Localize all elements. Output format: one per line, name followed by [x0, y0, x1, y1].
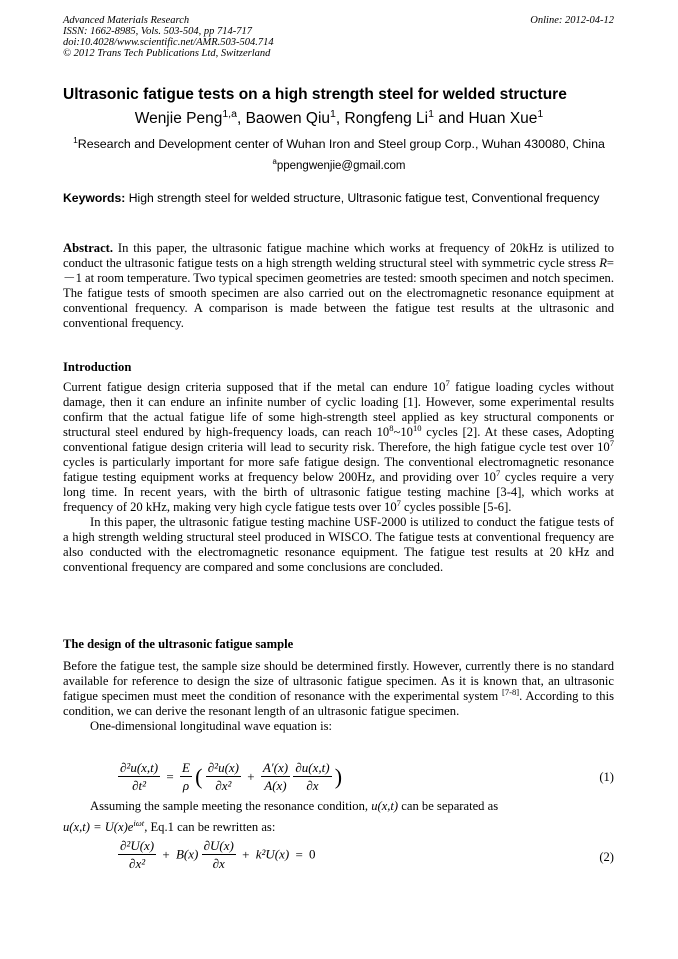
exponent: iωt	[133, 817, 145, 828]
denominator: A(x)	[264, 778, 287, 793]
author-affil-mark: 1	[537, 107, 544, 120]
abstract-text: In this paper, the ultrasonic fatigue machine which works at frequency of 20kHz is utilized to conduct the ultrasonic fatigue tests on a high strength welding structural steel with symmetric cycle stress	[63, 241, 614, 270]
exponent: 7	[609, 437, 614, 448]
intro-text: fatigue loading cycles without damage, then it can endure an infinite number of cyclic loading [1]. However, some experimental results confirm that the actual fatigue life of some high-strength steel applied as key structural components or structural steel endured by high-frequency loads, can reach 10	[63, 380, 614, 439]
intro-paragraph: In this paper, the ultrasonic fatigue testing machine USF-2000 is utilized to conduct the fatigue tests of a high strength welding structural steel produced in WISCO. The fatigue tests at conventional frequency are also conducted with the electromagnetic resonance equipment. The fatigue test results at 20 kHz and conventional frequency are compared and some conclusions are concluded.	[63, 515, 614, 574]
intro-text: cycles possible [5-6].	[400, 500, 512, 514]
inline-math: u(x,t) = U(x)e	[63, 820, 134, 834]
numerator: ∂U(x)	[203, 838, 234, 853]
author-affil-mark: 1,a	[222, 107, 237, 120]
equation-number: (2)	[599, 850, 614, 864]
journal-name: Advanced Materials Research	[63, 15, 190, 26]
intro-text: cycles [2]. At these cases, Adopting conventional fatigue design criteria will lead to security risk. Therefore, the high fatigue cycle test over 10	[63, 425, 614, 454]
right-paren: )	[334, 763, 343, 789]
fraction	[261, 760, 290, 793]
coefficient: B(x)	[175, 846, 199, 862]
left-paren: (	[195, 763, 203, 789]
author-list	[0, 109, 678, 129]
intro-heading: Introduction	[63, 360, 132, 374]
copyright-line: © 2012 Trans Tech Publications Ltd, Switzerland	[63, 48, 271, 59]
fraction	[180, 760, 192, 793]
design-heading: The design of the ultrasonic fatigue sample	[63, 637, 294, 651]
intro-section	[63, 377, 614, 575]
numerator: ∂²U(x)	[120, 838, 155, 853]
design-text: , Eq.1 can be rewritten as:	[144, 820, 276, 834]
keywords	[63, 191, 614, 207]
intro-text: ~10	[393, 425, 413, 439]
numerator: A′(x)	[262, 760, 289, 775]
author-name: Wenjie Peng	[134, 110, 223, 127]
keywords-text: High strength steel for welded structure, Ultrasonic fatigue test, Conventional frequency	[125, 191, 600, 205]
design-paragraph: One-dimensional longitudinal wave equation is:	[90, 719, 333, 733]
author-affil-mark: 1	[428, 107, 434, 120]
design-paragraph	[63, 817, 614, 835]
abstract-text: =－1 at room temperature. Two typical specimen geometries are tested: smooth specimen and notch specimen. The fatigue tests of smooth specimen are also carried out on the electromagnetic resonance equipment at conventional frequency. A comparison is made between the fatigue test results at the ultrasonic and conventional frequency.	[63, 256, 614, 330]
exponent: 8	[389, 422, 394, 433]
denominator: ρ	[182, 778, 190, 793]
denominator: ∂x	[306, 778, 319, 793]
author-separator: and	[433, 110, 469, 127]
author-affil-mark: 1	[330, 107, 336, 120]
design-text: can be separated as	[398, 799, 499, 813]
denominator: ∂t²	[132, 778, 147, 793]
exponent: 10	[412, 422, 422, 433]
author-separator: ,	[236, 110, 246, 127]
author-name: Huan Xue	[468, 110, 538, 127]
journal-header	[63, 15, 274, 59]
email-mark: a	[272, 157, 277, 167]
affiliation-text: Research and Development center of Wuhan Iron and Steel group Corp., Wuhan 430080, China	[77, 137, 605, 151]
fraction	[118, 838, 156, 871]
author-name: Baowen Qiu	[245, 110, 331, 127]
paper-title: Ultrasonic fatigue tests on a high strength steel for welded structure	[63, 86, 567, 103]
issn-line: ISSN: 1662-8985, Vols. 503-504, pp 714-717	[63, 26, 252, 37]
fraction	[206, 760, 241, 793]
fraction	[202, 838, 236, 871]
denominator: ∂x²	[129, 856, 146, 871]
author-email	[0, 159, 678, 174]
exponent: 7	[396, 497, 401, 508]
intro-text: Current fatigue design criteria supposed that if the metal can endure 10	[63, 380, 446, 394]
plus-sign: +	[242, 846, 250, 862]
design-section	[63, 659, 614, 734]
author-name: Rongfeng Li	[344, 110, 429, 127]
online-date: Online: 2012-04-12	[530, 15, 614, 26]
term: k²U(x)	[255, 846, 290, 862]
intro-text: cycles require a very long time. In recent years, with the birth of ultrasonic fatigue testing machine [3-4], which works at frequency of 20 kHz, making very high cycle fatigue tests over 10	[63, 470, 614, 514]
abstract-label: Abstract.	[63, 241, 114, 255]
affiliation-mark: 1	[73, 134, 78, 145]
numerator: ∂²u(x,t)	[120, 760, 159, 775]
keywords-label: Keywords:	[63, 191, 126, 205]
author-separator: ,	[335, 110, 345, 127]
numerator: ∂²u(x)	[207, 760, 239, 775]
equation-1	[118, 760, 342, 793]
design-text: Assuming the sample meeting the resonance condition,	[90, 799, 372, 813]
affiliation	[0, 134, 678, 152]
doi-line: doi:10.4028/www.scientific.net/AMR.503-504.714	[63, 37, 274, 48]
fraction	[118, 760, 160, 793]
equation-2	[118, 838, 316, 871]
denominator: ∂x²	[215, 778, 232, 793]
exponent: 7	[495, 467, 501, 478]
fraction	[293, 760, 331, 793]
equals-sign: =	[295, 846, 303, 862]
citation: [7-8]	[502, 686, 520, 697]
plus-sign: +	[247, 768, 255, 784]
numerator: ∂u(x,t)	[295, 760, 330, 775]
abstract	[63, 241, 614, 331]
design-text: Before the fatigue test, the sample size should be determined firstly. However, currently there is no standard available for reference to design the size of ultrasonic fatigue specimen. As it is known that, an ultrasonic fatigue specimen must meet the condition of resonance with the experimental system	[63, 659, 614, 703]
rhs-value: 0	[309, 846, 316, 862]
design-paragraph	[63, 799, 614, 814]
inline-math: u(x,t)	[371, 799, 399, 813]
design-paragraph	[63, 659, 614, 719]
equals-sign: =	[166, 768, 174, 784]
equation-number: (1)	[599, 770, 614, 784]
denominator: ∂x	[212, 856, 225, 871]
email-text: ppengwenjie@gmail.com	[276, 160, 406, 172]
exponent: 7	[445, 377, 450, 388]
numerator: E	[181, 760, 190, 775]
intro-text: cycles is particularly important for more safe fatigue design. The conventional electromagnetic resonance fatigue testing equipment works at frequency below 200Hz, and providing over 10	[63, 455, 614, 484]
intro-paragraph	[63, 377, 614, 515]
design-text: . According to this condition, we can derive the resonant length of an ultrasonic fatigue specimen.	[63, 689, 614, 718]
stress-ratio-symbol: R	[599, 256, 607, 270]
plus-sign: +	[162, 846, 170, 862]
